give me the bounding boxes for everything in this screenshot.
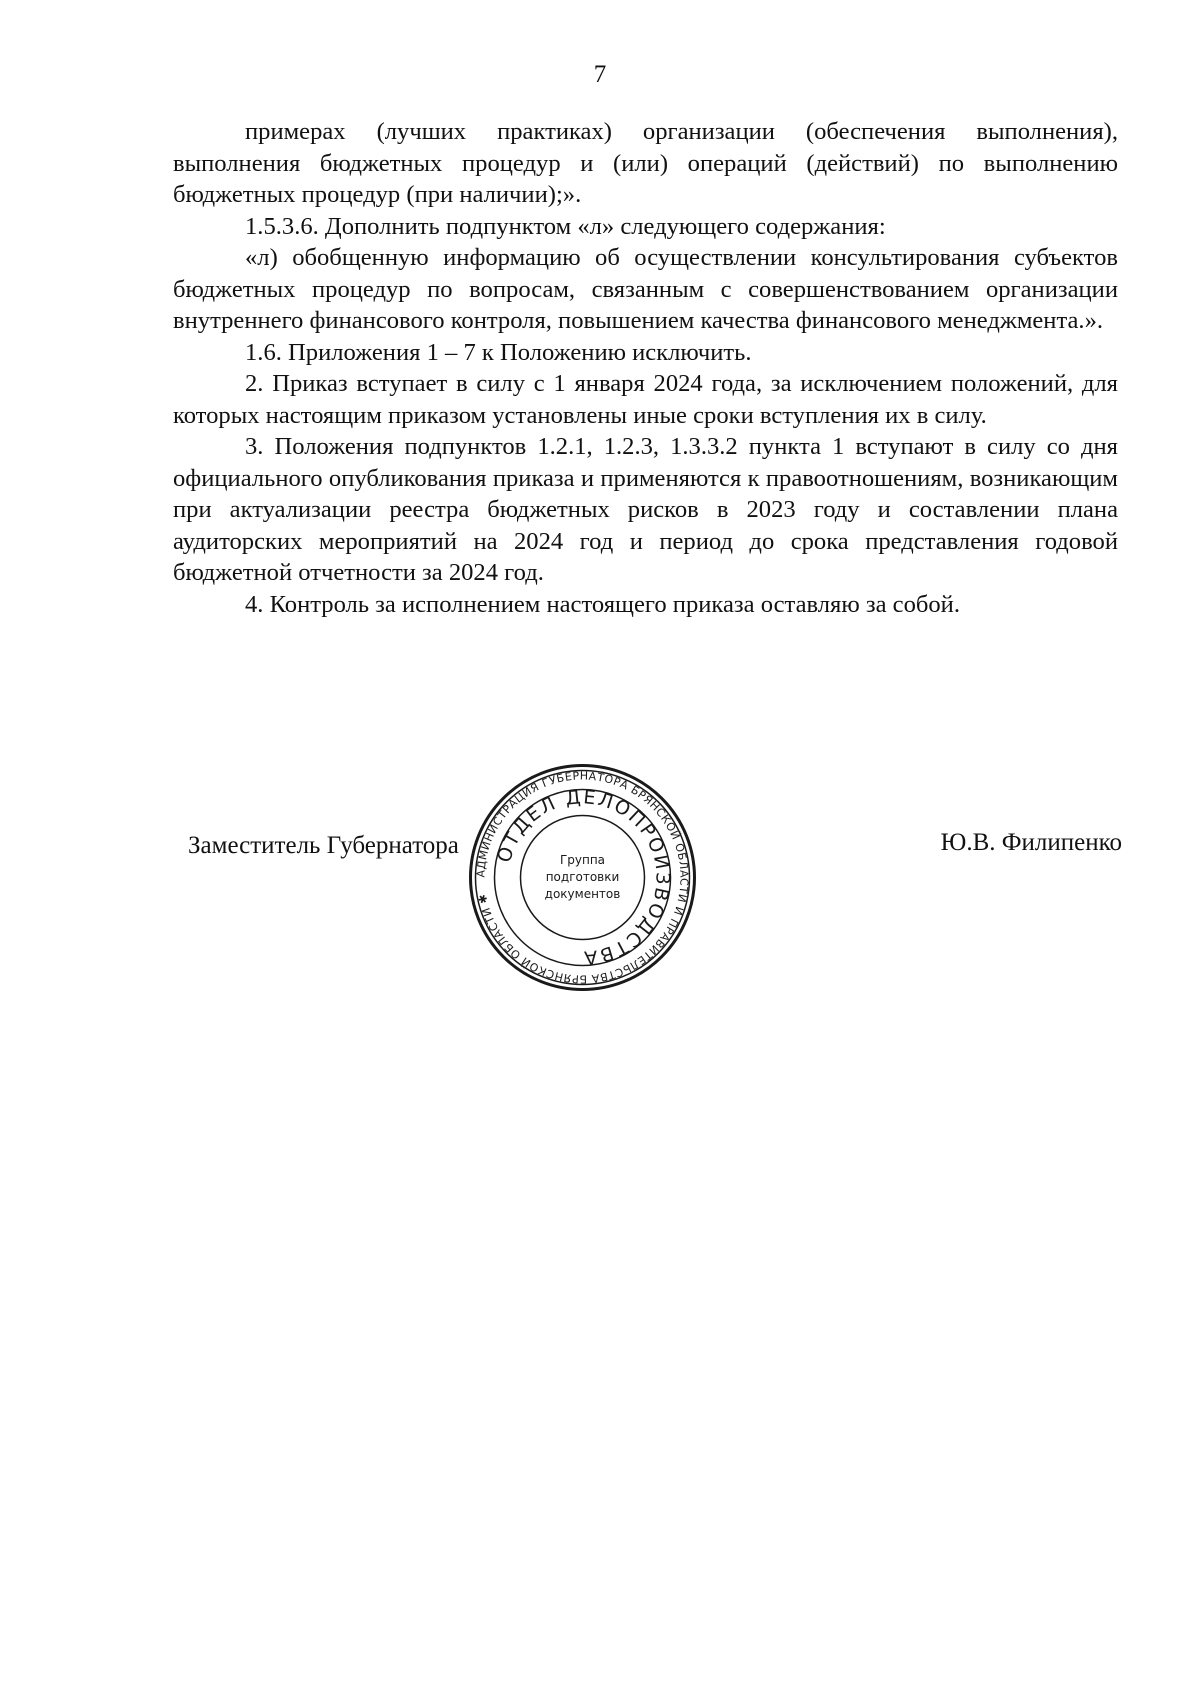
signer-name: Ю.В. Филипенко — [940, 829, 1122, 856]
stamp-graphic — [465, 760, 700, 995]
page-number: 7 — [593, 61, 607, 88]
stamp-center-line-3: документов — [544, 887, 621, 901]
paragraph-subitem-l: «л) обобщенную информацию об осуществлении консультирования субъектов бюджетных процедур по вопросам, связанным с совершенствованием организации внутреннего финансового контроля, повышением качества финансового менеджмента.». — [173, 244, 1118, 334]
paragraph-4: 4. Контроль за исполнением настоящего приказа оставляю за собой. — [245, 590, 960, 618]
signature-block — [0, 760, 1200, 986]
paragraph-1-5-3-6: 1.5.3.6. Дополнить подпунктом «л» следующего содержания: — [245, 212, 886, 240]
paragraph-1-6: 1.6. Приложения 1 – 7 к Положению исключить. — [245, 338, 752, 366]
stamp-outer-text: АДМИНИСТРАЦИЯ ГУБЕРНАТОРА БРЯНСКОЙ ОБЛАСТИ И ПРАВИТЕЛЬСТВА БРЯНСКОЙ ОБЛАСТИ ✱ — [474, 769, 691, 986]
stamp-center-line-1: Группа — [559, 853, 606, 867]
official-stamp — [465, 760, 700, 995]
document-body — [173, 116, 1118, 620]
paragraph-3: 3. Положения подпунктов 1.2.1, 1.2.3, 1.3.3.2 пункта 1 вступают в силу со дня официального опубликования приказа и применяются к правоотношениям, возникающим при актуализации реестра бюджетных рисков в 2023 году и составлении плана аудиторских мероприятий на 2024 год и период до срока представления годовой бюджетной отчетности за 2024 год. — [173, 433, 1118, 586]
stamp-center-line-2: подготовки — [545, 870, 620, 884]
paragraph-continuation: примерах (лучших практиках) организации (обеспечения выполнения), выполнения бюджетных процедур и (или) операций (действий) по выполнению бюджетных процедур (при наличии);». — [173, 118, 1118, 208]
stamp-middle-text: ОТДЕЛ ДЕЛОПРОИЗВОДСТВА — [493, 786, 674, 969]
paragraph-2: 2. Приказ вступает в силу с 1 января 2024 года, за исключением положений, для которых настоящим приказом установлены иные сроки вступления их в силу. — [173, 370, 1118, 429]
signer-position: Заместитель Губернатора — [188, 832, 459, 859]
